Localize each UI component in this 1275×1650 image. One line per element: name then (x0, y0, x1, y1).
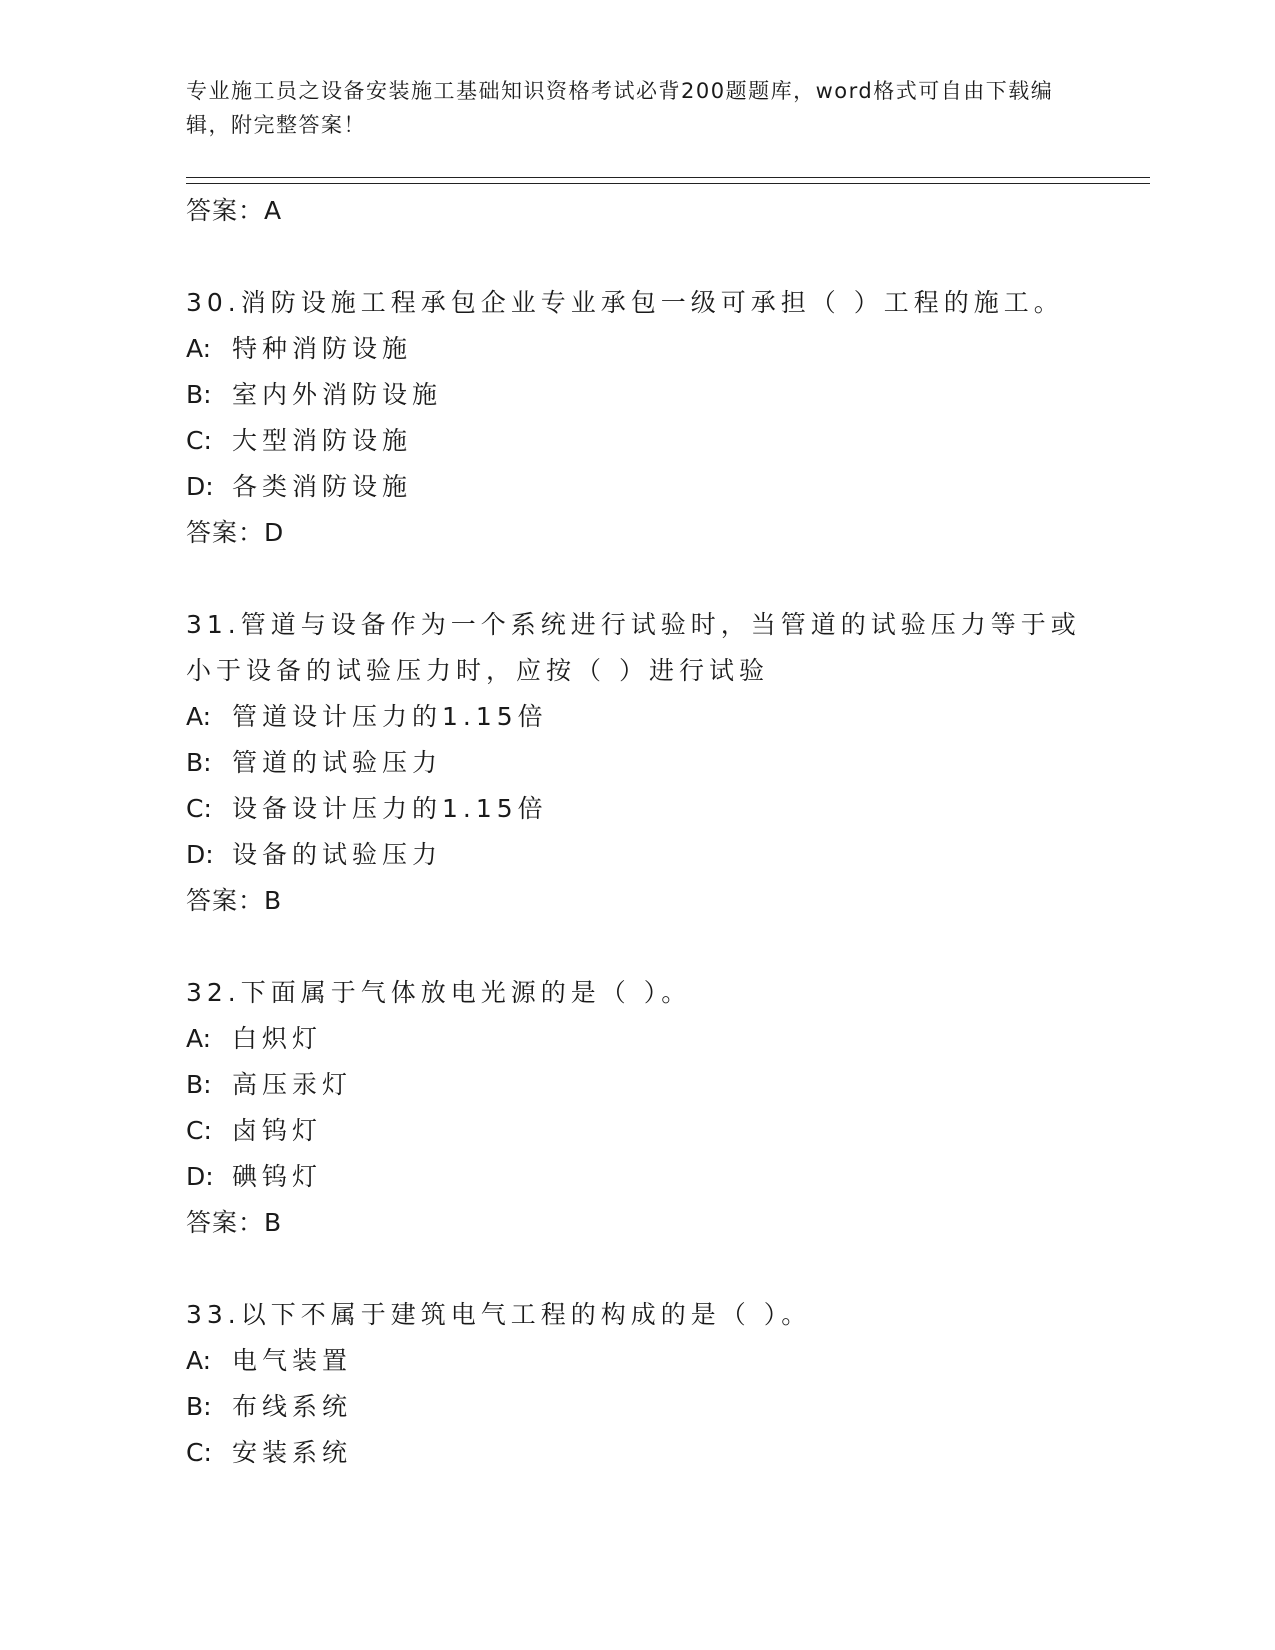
option-a (186, 694, 1086, 740)
question-item (186, 602, 1086, 924)
option-text: 白炽灯 (232, 1024, 323, 1053)
option-d (186, 1154, 1086, 1200)
option-text: 设备设计压力的1.15倍 (232, 794, 548, 823)
document-header: 专业施工员之设备安装施工基础知识资格考试必背200题题库，word格式可自由下载编辑，附完整答案！ (186, 79, 1054, 137)
question-stem: 30.消防设施工程承包企业专业承包一级可承担（ ）工程的施工。 (186, 288, 1064, 317)
option-text: 特种消防设施 (232, 334, 413, 363)
option-a (186, 1338, 1086, 1384)
option-key: A: (186, 1024, 212, 1053)
option-key: B: (186, 1070, 212, 1099)
question-stem: 31.管道与设备作为一个系统进行试验时，当管道的试验压力等于或小于设备的试验压力时，应按（ ）进行试验 (186, 610, 1081, 685)
option-key: B: (186, 380, 212, 409)
option-b (186, 1384, 1086, 1430)
option-text: 安装系统 (232, 1438, 353, 1467)
option-key: B: (186, 748, 212, 777)
option-key: B: (186, 1392, 212, 1421)
option-b (186, 1062, 1086, 1108)
option-text: 布线系统 (232, 1392, 353, 1421)
option-key: C: (186, 426, 212, 455)
answer-text: 答案：D (186, 518, 285, 547)
option-text: 室内外消防设施 (232, 380, 443, 409)
answer-text: 答案：A (186, 196, 283, 225)
question-stem: 32.下面属于气体放电光源的是（ ）。 (186, 978, 692, 1007)
option-c (186, 1108, 1086, 1154)
question-list (186, 188, 1086, 1476)
option-key: A: (186, 702, 212, 731)
option-text: 管道的试验压力 (232, 748, 443, 777)
option-c (186, 1430, 1086, 1476)
option-text: 碘钨灯 (232, 1162, 323, 1191)
question-item (186, 970, 1086, 1246)
question-stem: 33.以下不属于建筑电气工程的构成的是（ ）。 (186, 1300, 812, 1329)
option-text: 卤钨灯 (232, 1116, 323, 1145)
option-a (186, 326, 1086, 372)
option-text: 管道设计压力的1.15倍 (232, 702, 548, 731)
option-key: D: (186, 1162, 214, 1191)
option-text: 各类消防设施 (232, 472, 413, 501)
option-key: A: (186, 1346, 212, 1375)
header-divider-top (186, 177, 1150, 178)
option-a (186, 1016, 1086, 1062)
option-c (186, 418, 1086, 464)
option-d (186, 464, 1086, 510)
option-b (186, 740, 1086, 786)
answer-text: 答案：B (186, 1208, 283, 1237)
option-text: 电气装置 (232, 1346, 353, 1375)
option-text: 设备的试验压力 (232, 840, 443, 869)
option-key: D: (186, 840, 214, 869)
option-text: 大型消防设施 (232, 426, 413, 455)
option-text: 高压汞灯 (232, 1070, 353, 1099)
option-key: C: (186, 794, 212, 823)
option-d (186, 832, 1086, 878)
option-key: A: (186, 334, 212, 363)
answer-text: 答案：B (186, 886, 283, 915)
option-key: D: (186, 472, 214, 501)
question-item (186, 1292, 1086, 1476)
option-key: C: (186, 1438, 212, 1467)
option-b (186, 372, 1086, 418)
header-divider-bottom (186, 183, 1150, 184)
option-key: C: (186, 1116, 212, 1145)
question-item (186, 280, 1086, 556)
option-c (186, 786, 1086, 832)
